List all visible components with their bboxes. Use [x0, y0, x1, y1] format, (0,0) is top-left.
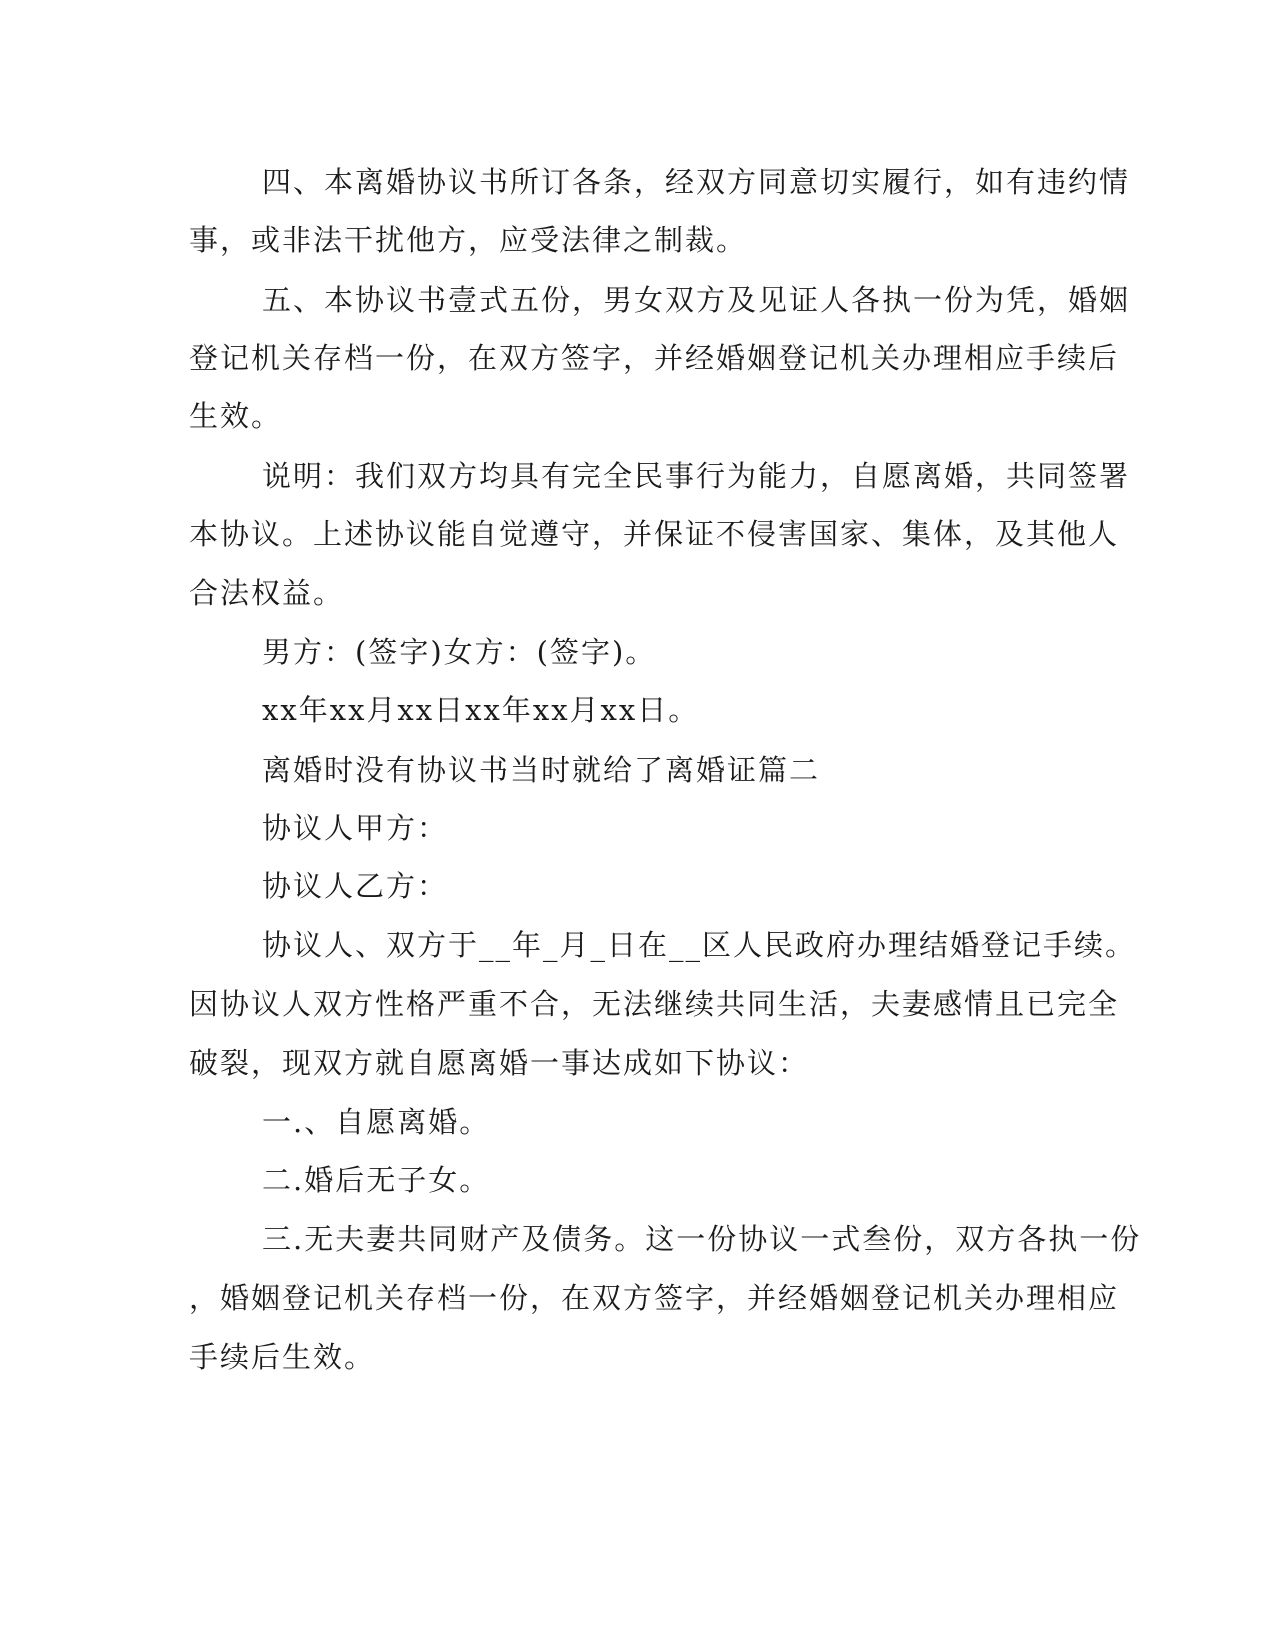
item-2-line: 二.婚后无子女。 [262, 1163, 491, 1197]
item-3-line-3: 手续后生效。 [189, 1340, 376, 1374]
note-line-3: 合法权益。 [189, 576, 345, 610]
intro-line-3: 破裂，现双方就自愿离婚一事达成如下协议： [189, 1046, 810, 1080]
signature-line: 男方：(签字)女方：(签字)。 [262, 635, 657, 669]
item-3-line-2: ，婚姻登记机关存档一份，在双方签字，并经婚姻登记机关办理相应 [189, 1281, 1120, 1315]
intro-line-1: 协议人、双方于__年_月_日在__区人民政府办理结婚登记手续。 [262, 928, 1137, 962]
section-heading: 离婚时没有协议书当时就给了离婚证篇二 [262, 753, 821, 787]
clause-5-line-3: 生效。 [189, 399, 283, 433]
note-line-1: 说明：我们双方均具有完全民事行为能力，自愿离婚，共同签署 [262, 459, 1131, 493]
party-a-line: 协议人甲方： [262, 811, 449, 845]
clause-5-line-2: 登记机关存档一份，在双方签字，并经婚姻登记机关办理相应手续后 [189, 341, 1120, 375]
date-line: xx年xx月xx日xx年xx月xx日。 [262, 693, 700, 727]
clause-4-line-1: 四、本离婚协议书所订各条，经双方同意切实履行，如有违约情 [262, 165, 1131, 199]
item-3-line-1: 三.无夫妻共同财产及债务。这一份协议一式叁份，双方各执一份 [262, 1222, 1142, 1256]
party-b-line: 协议人乙方： [262, 869, 449, 903]
note-line-2: 本协议。上述协议能自觉遵守，并保证不侵害国家、集体，及其他人 [189, 517, 1120, 551]
item-1-line: 一.、自愿离婚。 [262, 1105, 491, 1139]
clause-5-line-1: 五、本协议书壹式五份，男女双方及见证人各执一份为凭，婚姻 [262, 283, 1131, 317]
intro-line-2: 因协议人双方性格严重不合，无法继续共同生活，夫妻感情且已完全 [189, 987, 1120, 1021]
clause-4-line-2: 事，或非法干扰他方，应受法律之制裁。 [189, 223, 748, 257]
